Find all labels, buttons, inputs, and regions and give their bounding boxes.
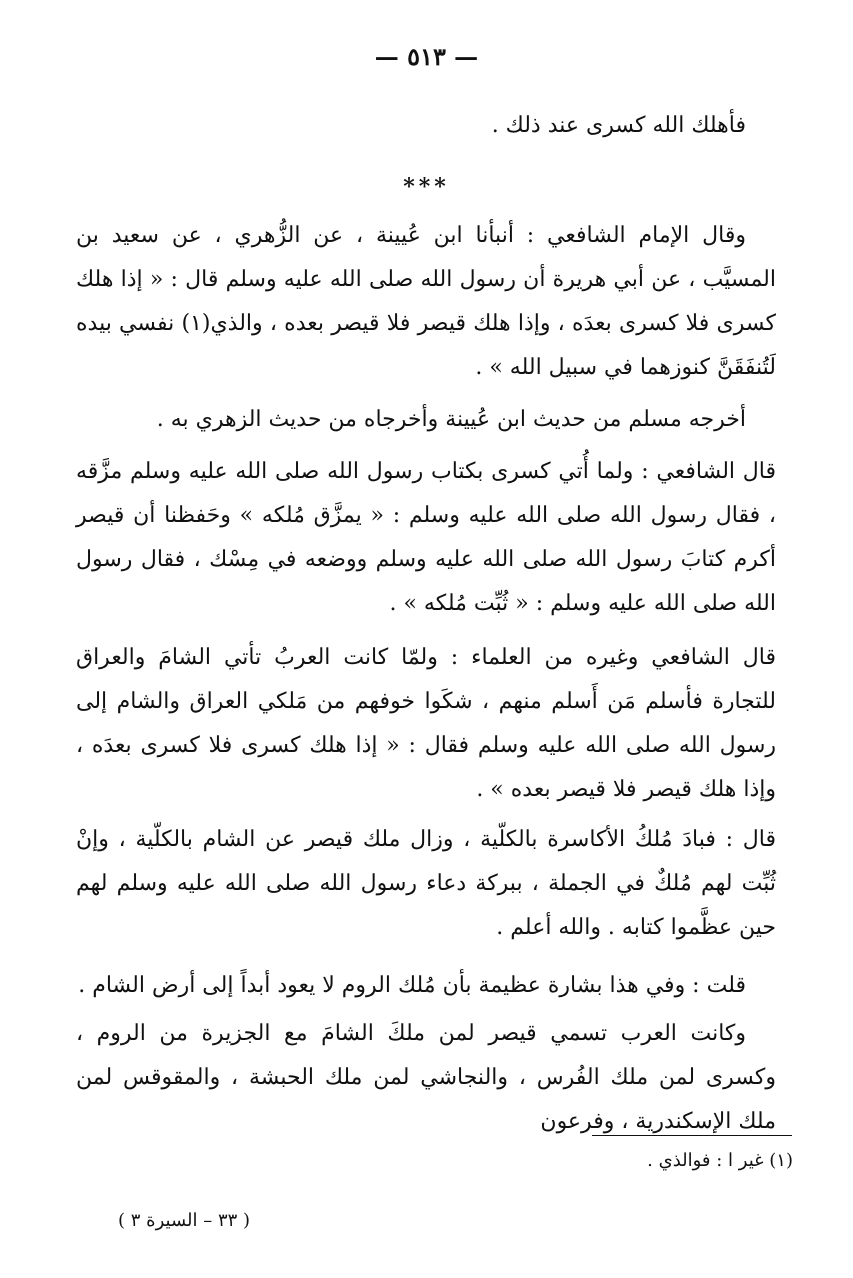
body-text [76,214,776,1144]
paragraph-glad-tidings: قلت : وفي هذا بشارة عظيمة بأن مُلك الروم لا يعود أبداً إلى أرض الشام . [78,973,746,998]
paragraph-kisra-qaysar-letters: قال الشافعي : ولما أُتي كسرى بكتاب رسول الله صلى الله عليه وسلم مزَّقه ، فقال رسول الله صلى الله عليه وسلم : « يمزَّق مُلكه » وحَفظنا أن قيصر أكرم كتابَ رسول الله صلى الله عليه وسلم ووضعه في مِسْك ، فقال رسول الله صلى الله عليه وسلم : « ثُبِّت مُلكه » . [76,459,776,616]
paragraph-shafii-hadith: وقال الإمام الشافعي : أنبأنا ابن عُيينة ، عن الزُّهري ، عن سعيد بن المسيَّب ، عن أبي هريرة أن رسول الله صلى الله عليه وسلم قال : « إذا هلك كسرى فلا كسرى بعدَه ، وإذا هلك قيصر فلا قيصر بعده ، والذي(١) نفسي بيده لَتُنفَقَنَّ كنوزهما في سبيل الله » . [76,223,776,380]
paragraph-arab-trade: قال الشافعي وغيره من العلماء : ولمّا كانت العربُ تأتي الشامَ والعراق للتجارة فأسلم مَن أَسلم منهم ، شكَوا خوفهم من مَلكي العراق والشام إلى رسول الله صلى الله عليه وسلم فقال : « إذا هلك كسرى فلا كسرى بعدَه ، وإذا هلك قيصر فلا قيصر بعده » . [76,645,776,802]
paragraph-fall-of-kings: قال : فبادَ مُلكُ الأكاسرة بالكلّية ، وزال ملك قيصر عن الشام بالكلّية ، وإنْ ثُبِّت لهم مُلكٌ في الجملة ، ببركة دعاء رسول الله صلى الله عليه وسلم لهم حين عظَّموا كتابه . والله أعلم . [76,827,776,940]
footnote: (١) غير ا : فوالذي . [647,1150,793,1171]
opening-line: فأهلك الله كسرى عند ذلك . [491,113,746,138]
section-separator: *** [403,174,450,200]
page-number: — ٥١٣ — [374,42,479,71]
printer-signature: ( ٣٣ – السيرة ٣ ) [118,1210,251,1231]
footnote-divider [592,1135,792,1136]
paragraph-takhrij: أخرجه مسلم من حديث ابن عُيينة وأخرجاه من حديث الزهري به . [156,407,746,432]
opening-text [76,104,776,148]
paragraph-royal-titles: وكانت العرب تسمي قيصر لمن ملكَ الشامَ مع الجزيرة من الروم ، وكسرى لمن ملك الفُرس ، والنجاشي لمن ملك الحبشة ، والمقوقس لمن ملك الإسكندرية ، وفرعون [76,1021,776,1134]
